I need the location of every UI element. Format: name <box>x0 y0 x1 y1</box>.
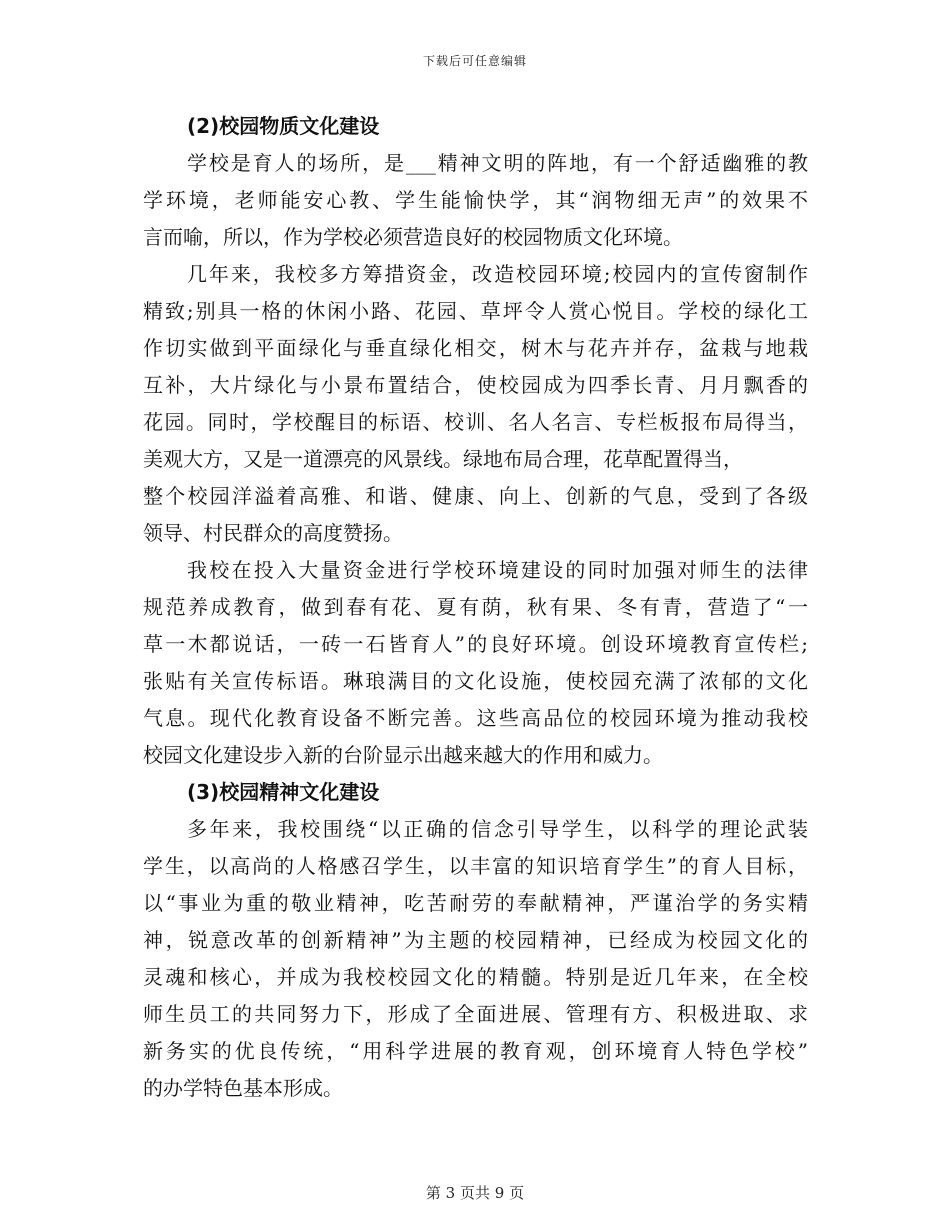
text-line: 气息。现代化教育设备不断完善。这些高品位的校园环境为推动我校 <box>143 706 808 730</box>
text-line: 整个校园洋溢着高雅、和谐、健康、向上、创新的气息，受到了各级 <box>143 484 808 508</box>
text-line: 的办学特色基本形成。 <box>143 1076 343 1100</box>
section-heading: (2)校园物质文化建设 <box>187 114 380 138</box>
text-line: 学环境，老师能安心教、学生能愉快学，其“润物细无声”的效果不 <box>143 188 808 212</box>
text-line: 我校在投入大量资金进行学校环境建设的同时加强对师生的法律 <box>187 558 808 582</box>
paragraph <box>143 552 808 774</box>
text-line: 规范养成教育，做到春有花、夏有荫，秋有果、冬有青，营造了“一 <box>143 595 808 619</box>
text-line: 灵魂和核心，并成为我校校园文化的精髓。特别是近几年来，在全校 <box>143 965 808 989</box>
text-line: 学校是育人的场所，是___精神文明的阵地，有一个舒适幽雅的教 <box>187 151 808 175</box>
section-material-culture <box>143 108 808 774</box>
text-line: 张贴有关宣传标语。琳琅满目的文化设施，使校园充满了浓郁的文化 <box>143 669 808 693</box>
document-body <box>143 108 808 1107</box>
section-heading: (3)校园精神文化建设 <box>187 780 380 804</box>
text-line: 师生员工的共同努力下，形成了全面进展、管理有方、积极进取、求 <box>143 1002 808 1026</box>
text-line: 新务实的优良传统，“用科学进展的教育观，创环境育人特色学校” <box>143 1039 808 1063</box>
text-line: 言而喻，所以，作为学校必须营造良好的校园物质文化环境。 <box>143 225 683 249</box>
paragraph <box>143 256 808 552</box>
text-line: 互补，大片绿化与小景布置结合，使校园成为四季长青、月月飘香的 <box>143 373 808 397</box>
text-line: 多年来，我校围绕“以正确的信念引导学生，以科学的理论武装 <box>187 817 808 841</box>
page-number-footer: 第 3 页共 9 页 <box>425 1184 525 1202</box>
page-header: 下载后可任意编辑 <box>422 54 527 68</box>
text-line: 花园。同时，学校醒目的标语、校训、名人名言、专栏板报布局得当， <box>143 410 808 434</box>
text-line: 神，锐意改革的创新精神”为主题的校园精神，已经成为校园文化的 <box>143 928 808 952</box>
text-line: 校园文化建设步入新的台阶显示出越来越大的作用和威力。 <box>143 743 663 767</box>
text-line: 几年来，我校多方筹措资金，改造校园环境;校园内的宣传窗制作 <box>187 262 808 286</box>
text-line: 领导、村民群众的高度赞扬。 <box>143 521 403 545</box>
paragraph <box>143 811 808 1107</box>
section-spiritual-culture <box>143 774 808 1107</box>
text-line: 作切实做到平面绿化与垂直绿化相交，树木与花卉并存，盆栽与地栽 <box>143 336 808 360</box>
paragraph <box>143 145 808 256</box>
text-line: 草一木都说话，一砖一石皆育人”的良好环境。创设环境教育宣传栏; <box>143 632 808 656</box>
text-line: 以“事业为重的敬业精神，吃苦耐劳的奉献精神，严谨治学的务实精 <box>143 891 808 915</box>
text-line: 学生，以高尚的人格感召学生，以丰富的知识培育学生”的育人目标， <box>143 854 808 878</box>
text-line: 美观大方，又是一道漂亮的风景线。绿地布局合理，花草配置得当， <box>143 447 743 471</box>
text-line: 精致;别具一格的休闲小路、花园、草坪令人赏心悦目。学校的绿化工 <box>143 299 808 323</box>
